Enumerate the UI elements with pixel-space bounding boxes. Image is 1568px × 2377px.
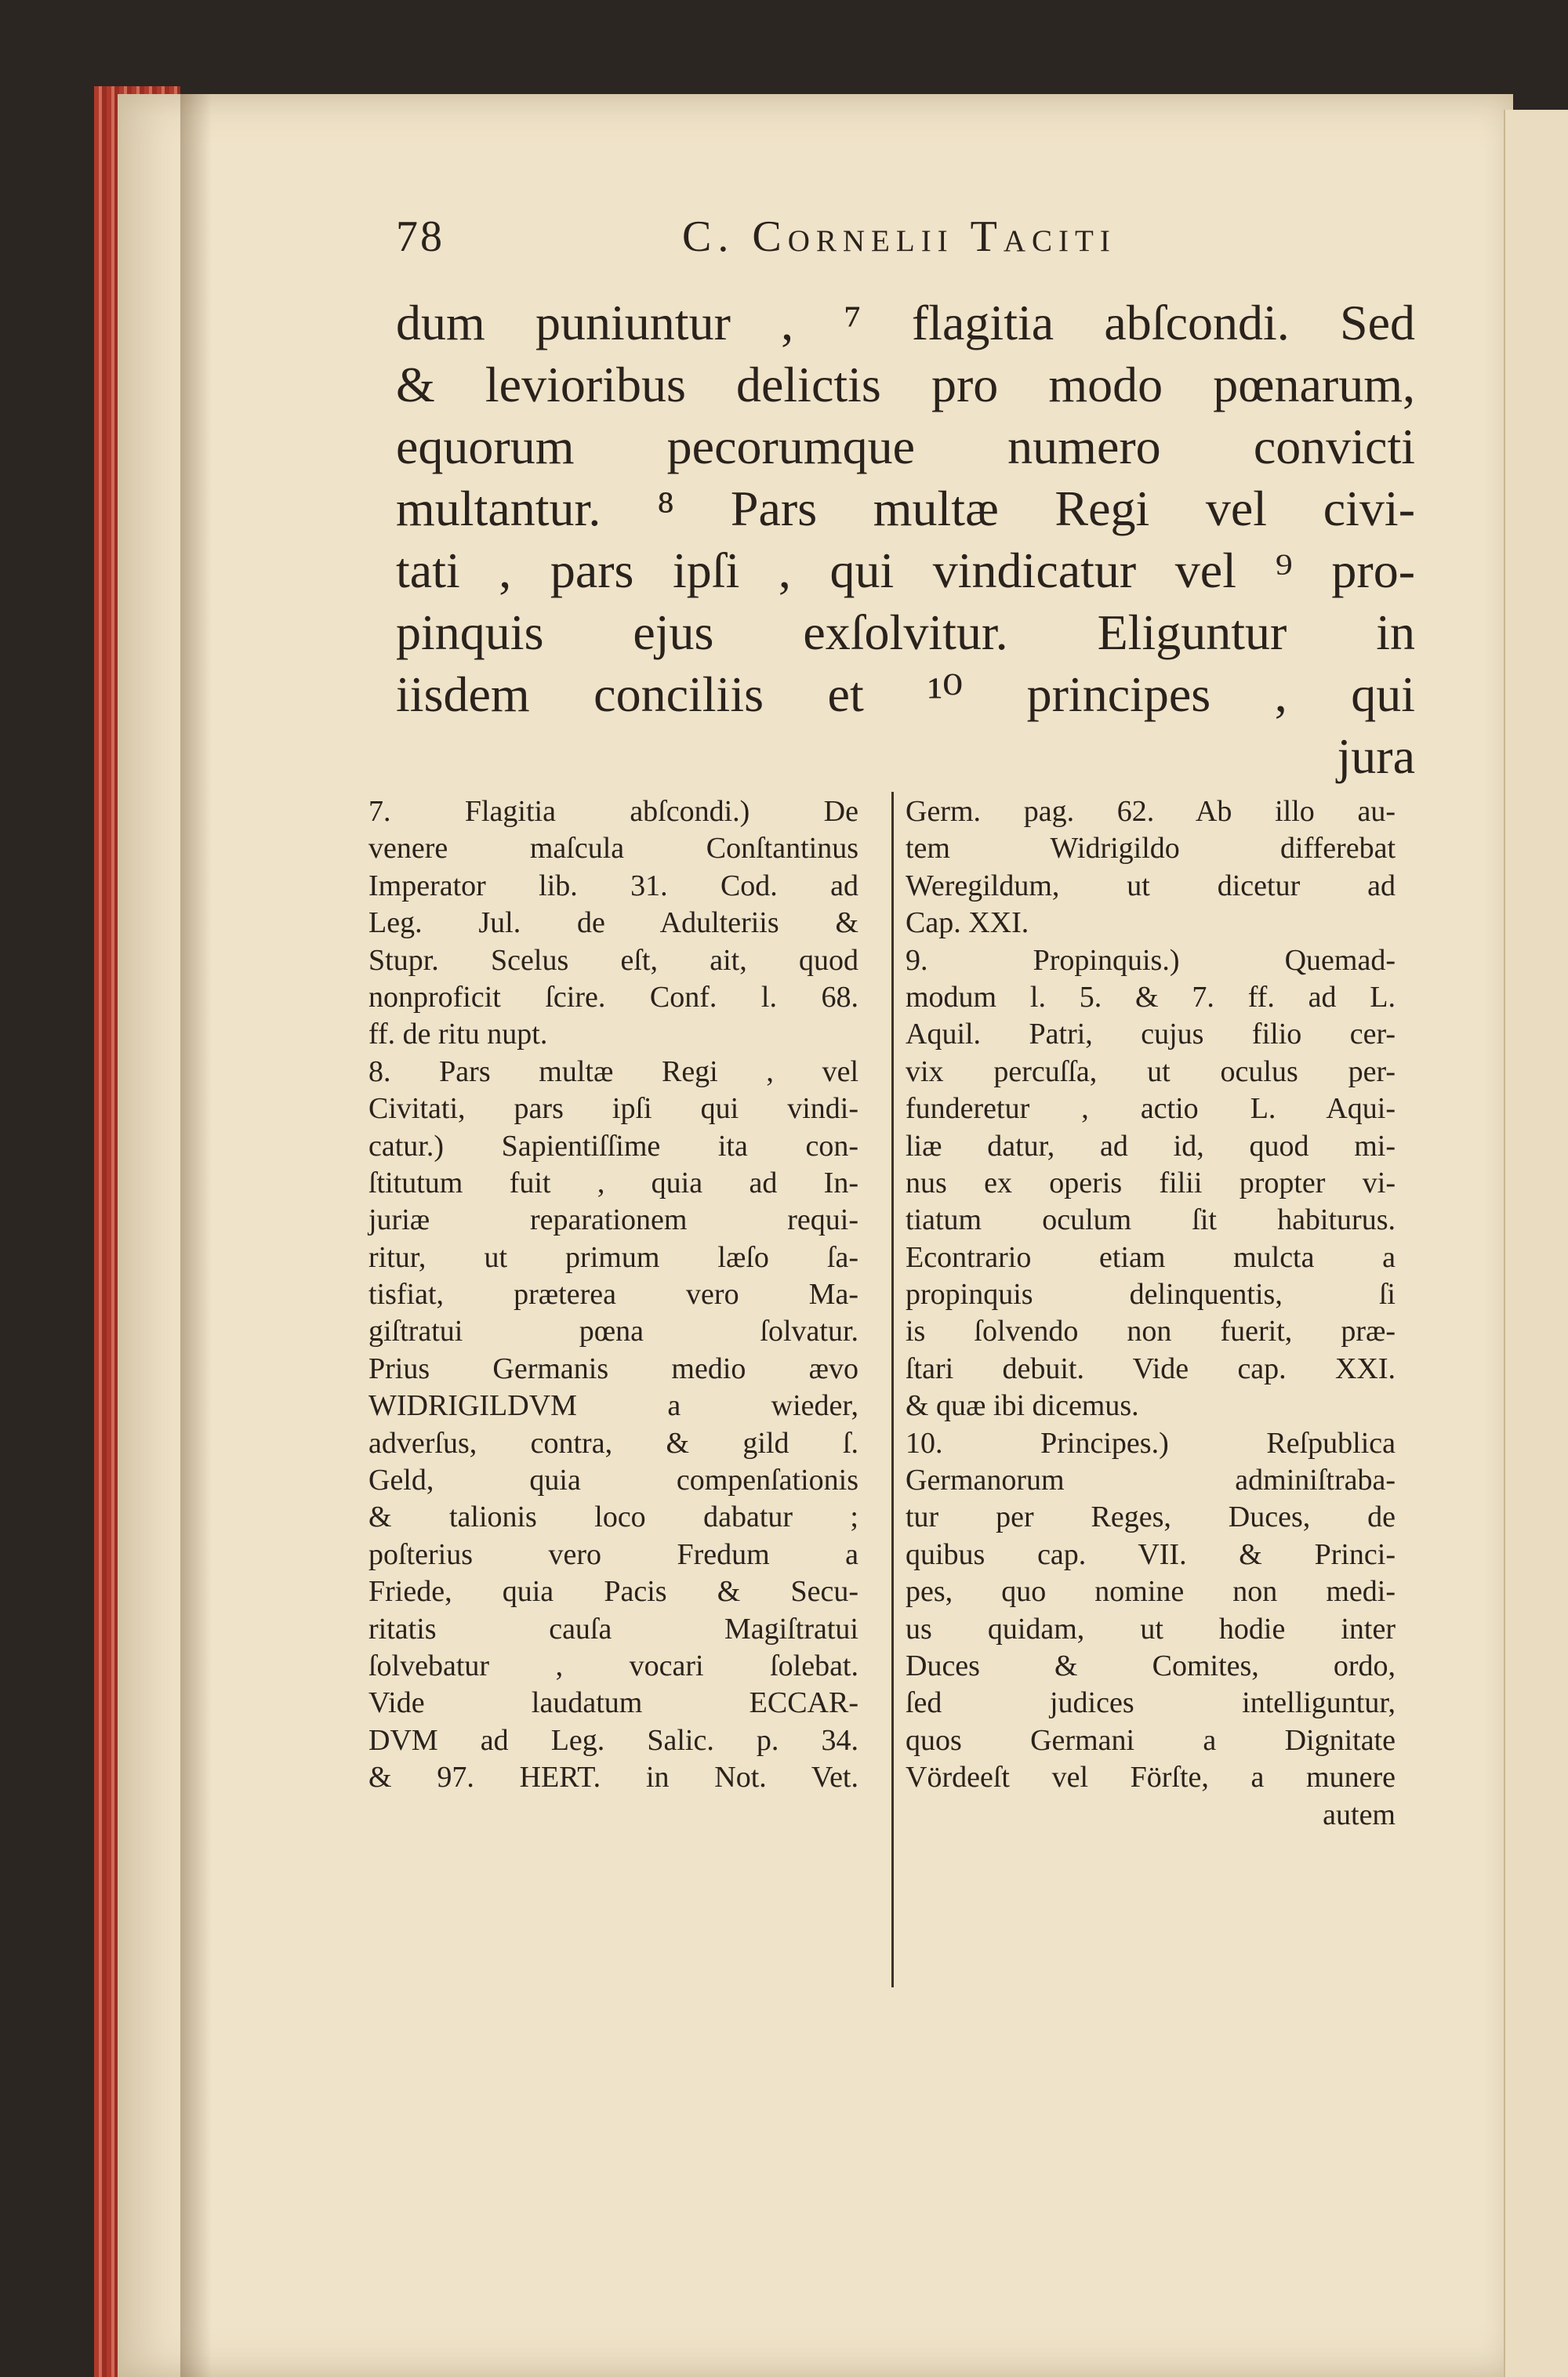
main-text-line: dum puniuntur , ⁷ flagitia abſcondi. Sed	[396, 295, 1415, 350]
footnote-line: us quidam, ut hodie inter	[906, 1612, 1396, 1646]
footnote-line: juriæ reparationem requi-	[368, 1203, 858, 1237]
main-text-line: iisdem conciliis et ¹⁰ principes , qui	[396, 666, 1415, 722]
footnote-line: WIDRIGILDVM a wieder,	[368, 1389, 858, 1423]
footnote-line: Vide laudatum ECCAR-	[368, 1686, 858, 1720]
footnotes-left-column	[368, 793, 858, 1797]
footnote-line: vix percuſſa, ut oculus per-	[906, 1054, 1396, 1088]
footnote-line: quibus cap. VII. & Princi-	[906, 1537, 1396, 1571]
footnote-line: nonproficit ſcire. Conf. l. 68.	[368, 980, 858, 1014]
footnote-line: Vördeeſt vel Förſte, a munere	[906, 1761, 1396, 1795]
footnote-line: funderetur , actio L. Aqui-	[906, 1092, 1396, 1126]
footnote-line: venere maſcula Conſtantinus	[368, 832, 858, 866]
footnote-line: tisfiat, præterea vero Ma-	[368, 1278, 858, 1312]
footnote-line: Leg. Jul. de Adulteriis &	[368, 906, 858, 940]
facing-page-edge	[1504, 110, 1568, 2377]
footnote-line: adverſus, contra, & gild ſ.	[368, 1426, 858, 1460]
main-text-line: pinquis ejus exſolvitur. Eliguntur in	[396, 604, 1415, 660]
footnote-line: ritatis cauſa Magiſtratui	[368, 1612, 858, 1646]
footnote-line: modum l. 5. & 7. ff. ad L.	[906, 980, 1396, 1014]
footnote-line: & 97. HERT. in Not. Vet.	[368, 1761, 858, 1795]
footnote-line: Friede, quia Pacis & Secu-	[368, 1575, 858, 1609]
footnote-line: tiatum oculum ſit habiturus.	[906, 1203, 1396, 1237]
catchword: jura	[1337, 728, 1415, 784]
footnote-line: pes, quo nomine non medi-	[906, 1575, 1396, 1609]
footnote-line: Prius Germanis medio ævo	[368, 1352, 858, 1385]
footnote-line: ritur, ut primum læſo ſa-	[368, 1240, 858, 1274]
footnote-line: Duces & Comites, ordo,	[906, 1649, 1396, 1682]
main-text-line: multantur. ⁸ Pars multæ Regi vel civi-	[396, 481, 1415, 536]
footnote-line: quos Germani a Dignitate	[906, 1723, 1396, 1757]
footnote-line: & quæ ibi dicemus.	[906, 1389, 1139, 1423]
footnote-line: 8. Pars multæ Regi , vel	[368, 1054, 858, 1088]
running-head: C. Cornelii Taciti	[682, 212, 1116, 261]
footnote-line: ſtari debuit. Vide cap. XXI.	[906, 1352, 1396, 1385]
footnote-line: ſolvebatur , vocari ſolebat.	[368, 1649, 858, 1682]
footnote-line: tur per Reges, Duces, de	[906, 1501, 1396, 1534]
footnotes-right-column	[906, 793, 1396, 1834]
main-text-line: equorum pecorumque numero convicti	[396, 419, 1415, 474]
footnote-line: liæ datur, ad id, quod mi-	[906, 1129, 1396, 1163]
footnote-line: DVM ad Leg. Salic. p. 34.	[368, 1723, 858, 1757]
footnote-line: Geld, quia compenſationis	[368, 1464, 858, 1497]
footnote-line: ff. de ritu nupt.	[368, 1018, 548, 1051]
footnote-line: is ſolvendo non fuerit, præ-	[906, 1315, 1396, 1348]
main-text-line: & levioribus delictis pro modo pœnarum,	[396, 357, 1415, 412]
footnote-line: catur.) Sapientiſſime ita con-	[368, 1129, 858, 1163]
footnote-line: Econtrario etiam mulcta a	[906, 1240, 1396, 1274]
footnote-line: Imperator lib. 31. Cod. ad	[368, 869, 858, 902]
catchword: autem	[1323, 1798, 1396, 1831]
footnote-line: ſtitutum fuit , quia ad In-	[368, 1166, 858, 1199]
footnote-line: giſtratui pœna ſolvatur.	[368, 1315, 858, 1348]
footnote-line: ſed judices intelliguntur,	[906, 1686, 1396, 1720]
footnote-line: Cap. XXI.	[906, 906, 1029, 940]
footnote-line: 7. Flagitia abſcondi.) De	[368, 795, 858, 828]
footnote-line: & talionis loco dabatur ;	[368, 1501, 858, 1534]
page-gutter-shadow	[180, 94, 212, 2377]
footnote-line: Weregildum, ut dicetur ad	[906, 869, 1396, 902]
page-number: 78	[396, 212, 445, 261]
footnote-line: Aquil. Patri, cujus filio cer-	[906, 1018, 1396, 1051]
main-text-line: tati , pars ipſi , qui vindicatur vel ⁹ pro-	[396, 543, 1415, 598]
footnote-line: poſterius vero Fredum a	[368, 1537, 858, 1571]
main-text-block	[396, 292, 1415, 787]
footnote-column-rule	[891, 792, 894, 1987]
footnote-line: Germ. pag. 62. Ab illo au-	[906, 795, 1396, 828]
footnote-line: propinquis delinquentis, ſi	[906, 1278, 1396, 1312]
footnote-line: Germanorum adminiſtraba-	[906, 1464, 1396, 1497]
footnote-line: tem Widrigildo differebat	[906, 832, 1396, 866]
footnote-line: Stupr. Scelus eſt, ait, quod	[368, 943, 858, 977]
footnote-line: 9. Propinquis.) Quemad-	[906, 943, 1396, 977]
footnote-line: 10. Principes.) Reſpublica	[906, 1426, 1396, 1460]
footnote-line: nus ex operis filii propter vi-	[906, 1166, 1396, 1199]
footnote-line: Civitati, pars ipſi qui vindi-	[368, 1092, 858, 1126]
